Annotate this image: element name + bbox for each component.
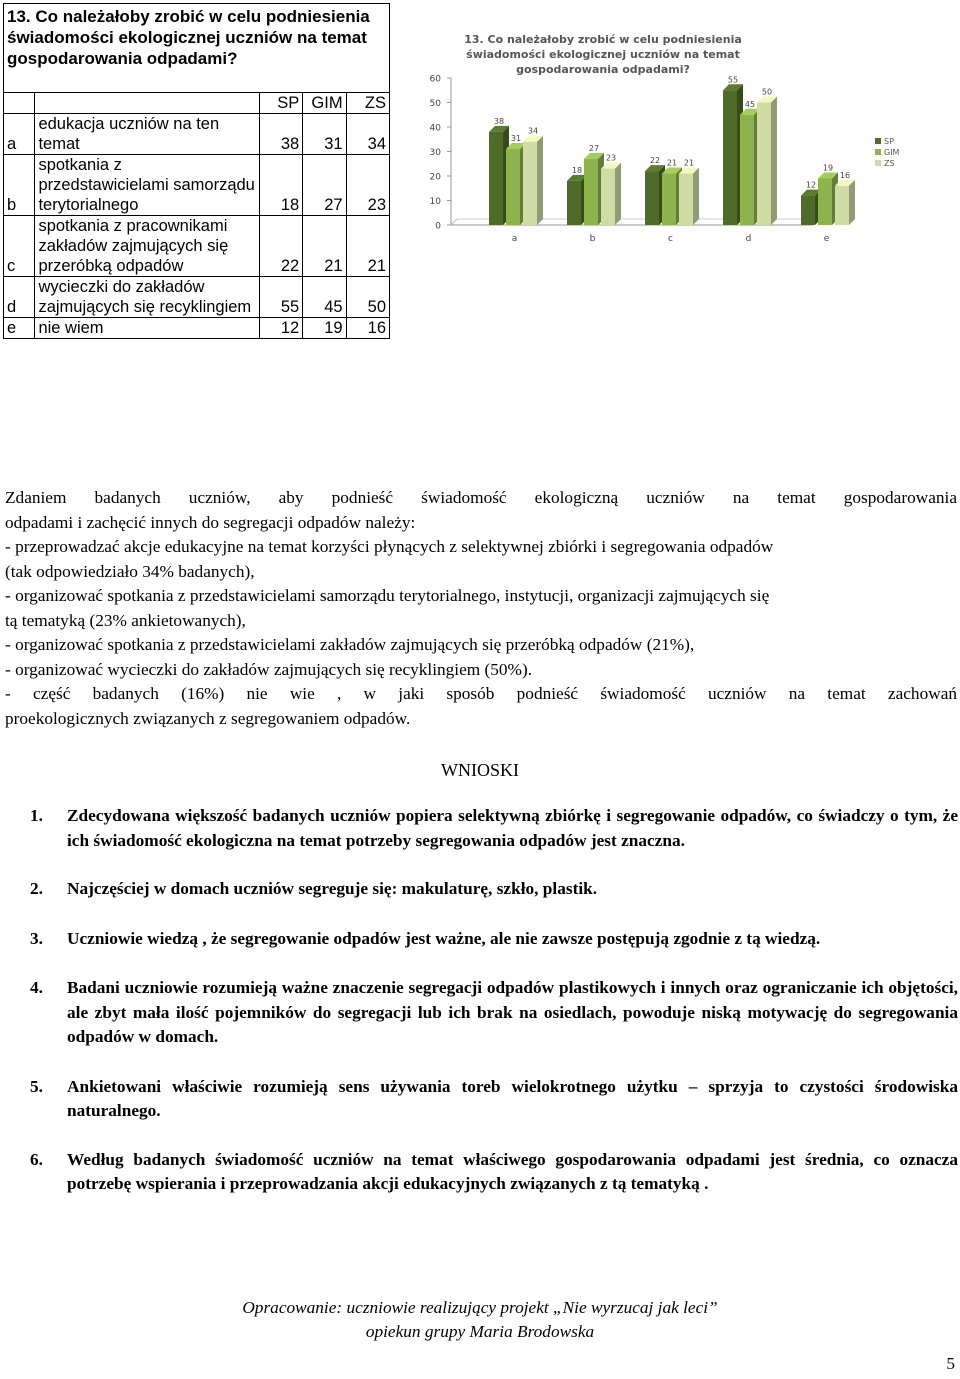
x-tick-label: e: [823, 234, 830, 244]
row-value: 19: [303, 318, 346, 339]
header-sp: SP: [259, 93, 302, 114]
data-label: 21: [666, 158, 678, 168]
chart-title-line: świadomości ekologicznej uczniów na temat: [466, 48, 740, 61]
row-label: edukacja uczniów na ten temat: [35, 114, 259, 155]
row-value: 21: [303, 216, 346, 277]
row-value: 38: [259, 114, 302, 155]
bar: [601, 169, 615, 225]
legend-entry: ZS: [884, 159, 895, 168]
survey-table: [3, 3, 390, 339]
bar-side: [771, 97, 777, 226]
summary-line: odpadami i zachęcić innych do segregacji odpadów należy:: [5, 512, 416, 532]
footer: [0, 1296, 960, 1344]
row-value: 45: [303, 277, 346, 318]
table-header-row: [4, 93, 390, 114]
row-value: 27: [303, 155, 346, 216]
header-blank: [4, 93, 35, 114]
data-label: 45: [744, 99, 756, 109]
item-text: Najczęściej w domach uczniów segreguje się: makulaturę, szkło, plastik.: [67, 879, 598, 898]
summary-line: - przeprowadzać akcje edukacyjne na temat korzyści płynących z selektywnej zbiórki i segregowania odpadów: [5, 537, 774, 556]
summary-line: - organizować spotkania z przedstawicielami samorządu terytorialnego, instytucji, organizacji zajmujących się: [5, 586, 770, 605]
row-letter: d: [4, 277, 35, 318]
list-item: [30, 804, 958, 853]
legend-entry: GIM: [884, 148, 900, 157]
header-blank: [35, 93, 259, 114]
table-row: [4, 155, 390, 216]
row-letter: a: [4, 114, 35, 155]
bar: [740, 115, 754, 225]
bar: [757, 103, 771, 226]
row-value: 34: [346, 114, 389, 155]
summary-line: Zdaniem badanych uczniów, aby podnieść świadomość ekologiczną uczniów na temat gospodarowania: [5, 488, 957, 507]
summary-line: - część badanych (16%) nie wie , w jaki sposób podnieść świadomość uczniów na temat zachowań: [5, 684, 957, 703]
x-tick-label: b: [589, 234, 596, 244]
row-value: 12: [259, 318, 302, 339]
item-number: 1.: [30, 806, 43, 825]
bar: [584, 159, 598, 225]
row-value: 21: [346, 216, 389, 277]
bar: [679, 174, 693, 225]
y-tick-label: 60: [429, 74, 441, 85]
data-label: 34: [527, 126, 539, 136]
item-text: Badani uczniowie rozumieją ważne znaczenie segregacji odpadów plastikowych i innych oraz ograniczanie ich objętości, ale zbyt mała ilość pojemników do segregacji lub ich brak na osiedlach, powoduje niską motywację do segregowania odpadów w domach.: [67, 978, 958, 1046]
bar: [506, 149, 520, 225]
bar: [835, 186, 849, 225]
data-label: 16: [839, 170, 851, 180]
row-value: 55: [259, 277, 302, 318]
list-item: [30, 976, 958, 1050]
data-label: 31: [510, 134, 522, 144]
summary-line: proekologicznych związanych z segregowaniem odpadów.: [5, 708, 411, 728]
data-label: 19: [822, 163, 834, 173]
row-letter: e: [4, 318, 35, 339]
x-tick-label: d: [745, 234, 752, 244]
list-item: [30, 1148, 958, 1197]
summary-line: - organizować spotkania z przedstawicielami zakładów zajmujących się przeróbką odpadów (21%),: [5, 635, 695, 654]
bar-chart: [413, 3, 958, 455]
bar: [489, 132, 503, 225]
data-label: 12: [805, 180, 817, 190]
y-tick-label: 20: [429, 172, 441, 183]
item-text: Zdecydowana większość badanych uczniów popiera selektywną zbiórkę i segregowanie odpadów, co świadczy o tym, że ich świadomość ekologiczna na temat potrzeby segregowania odpadów jest znaczna.: [67, 806, 958, 850]
row-value: 50: [346, 277, 389, 318]
item-text: Uczniowie wiedzą , że segregowanie odpadów jest ważne, ale nie zawsze postępują zgodnie z tą wiedzą.: [67, 928, 821, 948]
bar-side: [615, 163, 621, 225]
floor-edge: [451, 219, 457, 225]
table-row: [4, 216, 390, 277]
x-tick-label: c: [668, 234, 673, 244]
table-question: 13. Co należałoby zrobić w celu podniesienia świadomości ekologicznej uczniów na temat gospodarowania odpadami?: [4, 4, 390, 93]
table-row: [4, 318, 390, 339]
conclusions-heading: WNIOSKI: [441, 760, 519, 780]
bar-side: [849, 180, 855, 225]
item-number: 3.: [30, 928, 43, 948]
data-label: 23: [605, 153, 617, 163]
bar-side: [693, 168, 699, 225]
chart-canvas: [413, 3, 958, 263]
x-tick-label: a: [511, 234, 518, 244]
summary-line: (tak odpowiedziało 34% badanych),: [5, 561, 255, 581]
page-number: 5: [946, 1354, 955, 1373]
data-label: 38: [493, 116, 505, 126]
legend-swatch: [875, 160, 881, 166]
bar: [723, 90, 737, 225]
row-label: spotkania z pracownikami zakładów zajmujących się przeróbką odpadów: [35, 216, 259, 277]
item-number: 6.: [30, 1149, 43, 1169]
y-tick-label: 0: [435, 221, 441, 232]
y-tick-label: 40: [429, 123, 441, 134]
bar: [662, 174, 676, 225]
legend-entry: SP: [884, 137, 894, 146]
chart-title-line: 13. Co należałoby zrobić w celu podniesienia: [464, 33, 742, 46]
summary-paragraph: [5, 486, 957, 731]
summary-line: tą tematyką (23% ankietowanych),: [5, 610, 246, 630]
bar-side: [537, 136, 543, 225]
bar: [645, 171, 659, 225]
bar: [567, 181, 581, 225]
item-number: 2.: [30, 879, 43, 898]
row-value: 23: [346, 155, 389, 216]
header-zs: ZS: [346, 93, 389, 114]
header-gim: GIM: [303, 93, 346, 114]
row-letter: b: [4, 155, 35, 216]
data-label: 21: [683, 158, 695, 168]
bar: [801, 196, 815, 225]
row-label: wycieczki do zakładów zajmujących się recyklingiem: [35, 277, 259, 318]
y-tick-label: 10: [429, 197, 441, 207]
footer-supervisor: opiekun grupy Maria Brodowska: [365, 1322, 595, 1341]
row-value: 18: [259, 155, 302, 216]
table-row: [4, 114, 390, 155]
bar: [818, 178, 832, 225]
data-label: 27: [588, 143, 600, 153]
list-item: [30, 927, 958, 952]
item-text: Według badanych świadomość uczniów na temat właściwego gospodarowania odpadami jest średnia, co oznacza potrzebę wspierania i przeprowadzania akcji edukacyjnych związanych z tą tematyką .: [67, 1149, 958, 1193]
bar: [523, 142, 537, 225]
y-tick-label: 50: [429, 99, 441, 109]
conclusions-list: [30, 804, 958, 1197]
footer-credit: Opracowanie: uczniowie realizujący projekt „Nie wyrzucaj jak leci”: [242, 1298, 718, 1317]
item-number: 5.: [30, 1076, 43, 1096]
list-item: [30, 877, 958, 902]
table-row: [4, 277, 390, 318]
legend-swatch: [875, 138, 881, 144]
row-value: 16: [346, 318, 389, 339]
data-label: 50: [761, 87, 773, 97]
data-label: 55: [727, 75, 739, 85]
data-label: 18: [571, 165, 583, 175]
legend-swatch: [875, 149, 881, 155]
y-tick-label: 30: [429, 148, 441, 158]
list-item: [30, 1075, 958, 1124]
row-label: spotkania z przedstawicielami samorządu terytorialnego: [35, 155, 259, 216]
item-number: 4.: [30, 978, 43, 997]
summary-line: - organizować wycieczki do zakładów zajmujących się recyklingiem (50%).: [5, 659, 533, 679]
data-label: 22: [649, 156, 661, 166]
item-text: Ankietowani właściwie rozumieją sens używania toreb wielokrotnego użytku – sprzyja to czystości środowiska naturalnego.: [67, 1076, 958, 1120]
row-value: 31: [303, 114, 346, 155]
chart-title-line: gospodarowania odpadami?: [516, 63, 690, 76]
row-value: 22: [259, 216, 302, 277]
row-letter: c: [4, 216, 35, 277]
row-label: nie wiem: [35, 318, 259, 339]
